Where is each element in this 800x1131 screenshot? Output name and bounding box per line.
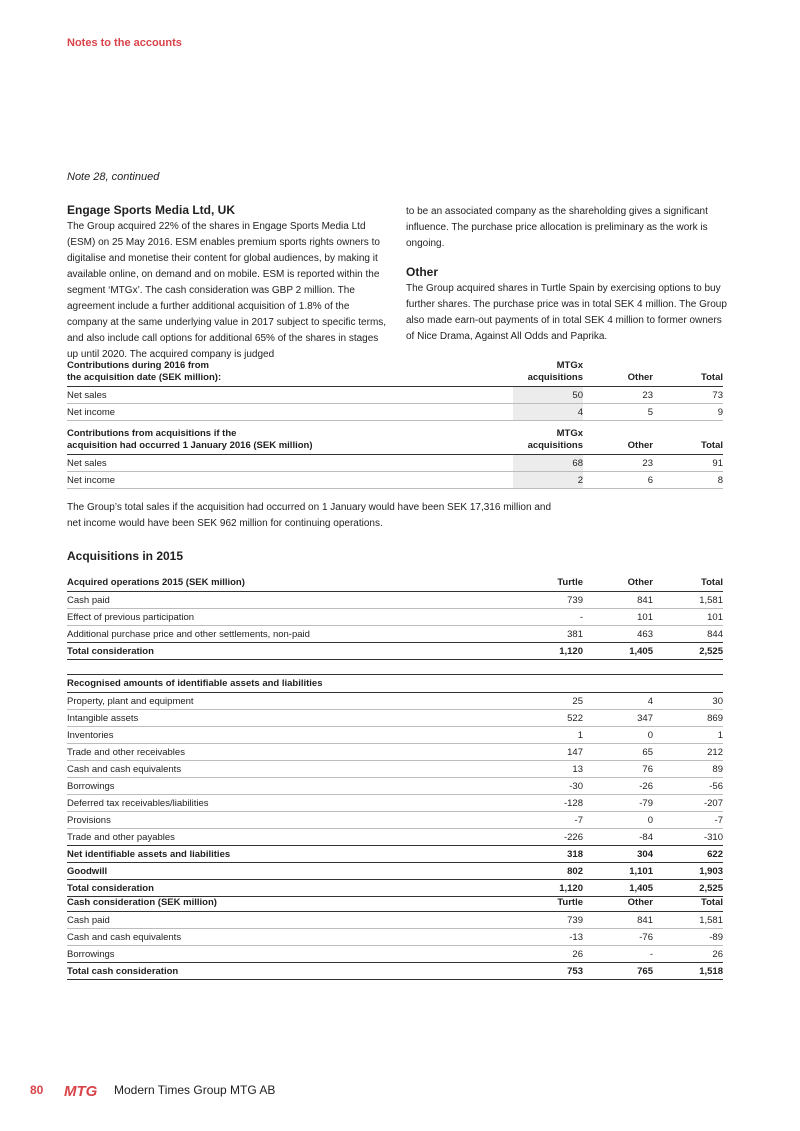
contributions-2016-table [67, 360, 723, 421]
cell-value: 0 [583, 727, 653, 744]
cell-value: 73 [653, 387, 723, 404]
table-row [67, 472, 723, 489]
cell-value: 147 [513, 744, 583, 761]
col-header-mtgx: MTGx acquisitions [513, 360, 583, 387]
cell-value: -13 [513, 929, 583, 946]
cell-value: - [513, 609, 583, 626]
cell-value: 212 [653, 744, 723, 761]
row-label: Trade and other payables [67, 829, 513, 846]
cell-value: 381 [513, 626, 583, 643]
cell-value: 101 [653, 609, 723, 626]
row-label: Cash paid [67, 592, 513, 609]
table-row [67, 710, 723, 727]
cell-value: 844 [653, 626, 723, 643]
row-label: Property, plant and equipment [67, 693, 513, 710]
col-header-other: Other [583, 428, 653, 455]
table-row [67, 946, 723, 963]
row-label: Intangible assets [67, 710, 513, 727]
cell-value: 304 [583, 846, 653, 863]
cell-value: -7 [513, 812, 583, 829]
assets-section-header: Recognised amounts of identifiable assets and liabilities [67, 675, 723, 693]
col-header-turtle: Turtle [513, 893, 583, 912]
cell-value: 1,120 [513, 880, 583, 897]
table-row [67, 761, 723, 778]
cell-value: -128 [513, 795, 583, 812]
cell-value: 23 [583, 455, 653, 472]
other-body: The Group acquired shares in Turtle Spain by exercising options to buy further shares. The purchase price was in total SEK 4 million. The Group also made earn-out payments of in total SEK 4 million to former owners of Nice Drama, Against All Odds and Paprika. [406, 283, 727, 342]
cell-value: 318 [513, 846, 583, 863]
table-row [67, 795, 723, 812]
cell-value: 869 [653, 710, 723, 727]
cell-value: 1 [653, 727, 723, 744]
cell-value: 5 [583, 404, 653, 421]
cell-value: 9 [653, 404, 723, 421]
row-label: Net identifiable assets and liabilities [67, 846, 513, 863]
cell-value: 13 [513, 761, 583, 778]
explanation-text: The Group’s total sales if the acquisition had occurred on 1 January would have been SEK 17,316 million and net income would have been SEK 962 million for continuing operations. [67, 502, 552, 529]
mtg-logo [64, 1082, 104, 1098]
cell-value: -76 [583, 929, 653, 946]
table-header: Contributions from acquisitions if the acquisition had occurred 1 January 2016 (SEK million) [67, 428, 513, 455]
table-row [67, 404, 723, 421]
cell-value: 841 [583, 912, 653, 929]
cell-value: 1,581 [653, 912, 723, 929]
col-header-other: Other [583, 573, 653, 592]
table-row [67, 626, 723, 643]
cell-value: 4 [583, 693, 653, 710]
note-label: Note 28, continued [67, 171, 160, 183]
table-row [67, 912, 723, 929]
cell-value: 65 [583, 744, 653, 761]
row-label: Trade and other receivables [67, 744, 513, 761]
other-heading: Other [406, 265, 439, 279]
col-header-total: Total [653, 428, 723, 455]
contributions-full-year-table [67, 428, 723, 489]
cell-value: 463 [583, 626, 653, 643]
net-assets-row [67, 846, 723, 863]
row-label: Deferred tax receivables/liabilities [67, 795, 513, 812]
cell-value: 101 [583, 609, 653, 626]
table-row [67, 812, 723, 829]
col-header-mtgx: MTGx acquisitions [513, 428, 583, 455]
cell-value: 26 [653, 946, 723, 963]
cell-value: -226 [513, 829, 583, 846]
row-label: Cash paid [67, 912, 513, 929]
cell-value: 50 [513, 387, 583, 404]
cell-value: 25 [513, 693, 583, 710]
col-header-total: Total [653, 360, 723, 387]
total-row [67, 963, 723, 980]
table-header: Cash consideration (SEK million) [67, 893, 513, 912]
cell-value: 753 [513, 963, 583, 980]
cell-value: 8 [653, 472, 723, 489]
cell-value: 23 [583, 387, 653, 404]
cell-value: 26 [513, 946, 583, 963]
col-header-total: Total [653, 893, 723, 912]
table-row [67, 744, 723, 761]
cell-value: 802 [513, 863, 583, 880]
cell-value: 1,405 [583, 880, 653, 897]
row-label: Total consideration [67, 643, 513, 660]
total-row [67, 643, 723, 660]
col-header-turtle: Turtle [513, 573, 583, 592]
cell-value: 1,101 [583, 863, 653, 880]
cell-value: 765 [583, 963, 653, 980]
svg-text:MTG: MTG [64, 1083, 98, 1098]
cell-value: -26 [583, 778, 653, 795]
cell-value: 76 [583, 761, 653, 778]
acquisitions-2015-heading: Acquisitions in 2015 [67, 549, 184, 563]
row-label: Inventories [67, 727, 513, 744]
cell-value: 4 [513, 404, 583, 421]
row-label: Net sales [67, 455, 513, 472]
esm-heading: Engage Sports Media Ltd, UK [67, 203, 236, 217]
cash-consideration-table [67, 893, 723, 980]
row-label: Additional purchase price and other settlements, non-paid [67, 626, 513, 643]
section-title: Notes to the accounts [67, 37, 182, 49]
row-label: Net income [67, 404, 513, 421]
cell-value: -56 [653, 778, 723, 795]
cell-value: 1,518 [653, 963, 723, 980]
cell-value: 2,525 [653, 880, 723, 897]
col-header-other: Other [583, 360, 653, 387]
table-row [67, 387, 723, 404]
cell-value: -30 [513, 778, 583, 795]
company-name: Modern Times Group MTG AB [114, 1083, 276, 1097]
cell-value: 739 [513, 912, 583, 929]
table-row [67, 455, 723, 472]
cell-value: 841 [583, 592, 653, 609]
row-label: Goodwill [67, 863, 513, 880]
esm-body-left: The Group acquired 22% of the shares in Engage Sports Media Ltd (ESM) on 25 May 2016. ESM enables premium sports rights owners to digitalise and monetise their content for global audiences, by making it available online, on demand and on mobile. ESM is reported within the segment ‘MTGx’. The cash consideration was GBP 2 million. The agreement include a further additional acquisition of 1.8% of the company at the same underlying value in 2017 subject to specific terms, and also include call options for additional 65% of the shares in stages up until 2020. The acquired company is judged [67, 221, 387, 360]
cell-value: -7 [653, 812, 723, 829]
cell-value: 2 [513, 472, 583, 489]
row-label: Borrowings [67, 778, 513, 795]
esm-body-right: to be an associated company as the shareholding gives a significant influence. The purchase price allocation is preliminary as the work is ongoing. [406, 206, 708, 249]
cell-value: 30 [653, 693, 723, 710]
cell-value: 91 [653, 455, 723, 472]
row-label: Effect of previous participation [67, 609, 513, 626]
cell-value: - [583, 946, 653, 963]
table-header: Acquired operations 2015 (SEK million) [67, 573, 513, 592]
cell-value: 347 [583, 710, 653, 727]
cell-value: 1,405 [583, 643, 653, 660]
cell-value: -84 [583, 829, 653, 846]
cell-value: 1,120 [513, 643, 583, 660]
row-label: Cash and cash equivalents [67, 929, 513, 946]
cell-value: -89 [653, 929, 723, 946]
table-row [67, 829, 723, 846]
cell-value: 522 [513, 710, 583, 727]
table-row [67, 929, 723, 946]
right-column [406, 204, 728, 345]
cell-value: 2,525 [653, 643, 723, 660]
cell-value: 1 [513, 727, 583, 744]
row-label: Cash and cash equivalents [67, 761, 513, 778]
cell-value: 68 [513, 455, 583, 472]
row-label: Net income [67, 472, 513, 489]
table-row [67, 592, 723, 609]
table-header: Contributions during 2016 from the acquisition date (SEK million): [67, 360, 513, 387]
page-number: 80 [30, 1083, 44, 1097]
cell-value: 1,581 [653, 592, 723, 609]
acquisitions-2015-table [67, 573, 723, 897]
page-footer [30, 1080, 275, 1100]
cell-value: 1,903 [653, 863, 723, 880]
cell-value: 6 [583, 472, 653, 489]
table-row [67, 778, 723, 795]
cell-value: 622 [653, 846, 723, 863]
cell-value: 0 [583, 812, 653, 829]
goodwill-row [67, 863, 723, 880]
table-row [67, 727, 723, 744]
col-header-other: Other [583, 893, 653, 912]
cell-value: -207 [653, 795, 723, 812]
row-label: Net sales [67, 387, 513, 404]
cell-value: 739 [513, 592, 583, 609]
col-header-total: Total [653, 573, 723, 592]
esm-column [67, 203, 389, 363]
table-row [67, 693, 723, 710]
row-label: Total consideration [67, 880, 513, 897]
table-row [67, 609, 723, 626]
row-label: Provisions [67, 812, 513, 829]
cell-value: -310 [653, 829, 723, 846]
cell-value: 89 [653, 761, 723, 778]
row-label: Borrowings [67, 946, 513, 963]
row-label: Total cash consideration [67, 963, 513, 980]
cell-value: -79 [583, 795, 653, 812]
